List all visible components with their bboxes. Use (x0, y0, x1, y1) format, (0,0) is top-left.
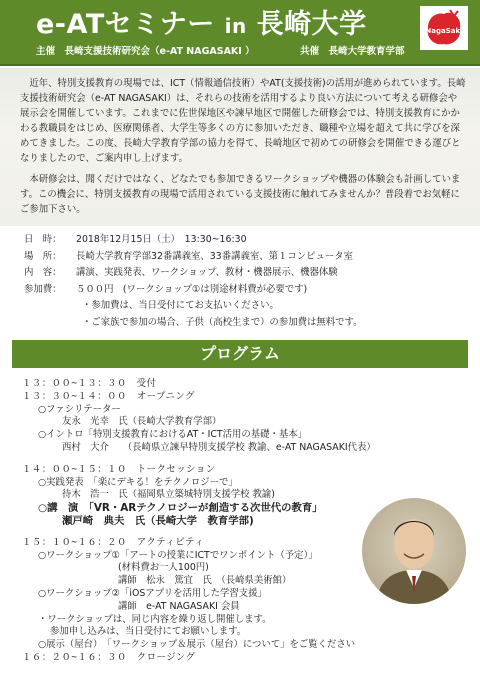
title-main: e-ATセミナー (36, 9, 215, 40)
intro-section (0, 68, 480, 226)
info-date: 日 時： 2018年12月15日（土） 13:30~16:30 (24, 234, 247, 245)
header-banner (0, 0, 480, 66)
fee-note-1: ・参加費は、当日受付にてお支払いください。 (82, 300, 279, 311)
program-heading-banner (12, 340, 468, 368)
program-item: ○講 演 「VR・ARテクノロジーが創造する次世代の教育」 (38, 502, 323, 515)
intro-paragraph-2: 本研修会は、聞くだけではなく、どなたでも参加できるワークショップや機器の体験会も計画しています。この機会に、特別支援教育の現場で活用されている支援技術に触れてみませんか？普段着でお気軽にご参加下さい。 (20, 174, 461, 215)
program-item: 講師 松永 篤宜 氏 （長崎県美術館） (118, 575, 292, 587)
program-item: 瀬戸崎 典夫 氏（長崎大学 教育学部) (62, 514, 254, 527)
program-item: １３：３０~１４：００ オープニング (22, 390, 195, 402)
svg-text:NagaSaki: NagaSaki (425, 27, 463, 35)
program-item: ○実践発表 「楽にデキる！をテクノロジーで」 (38, 476, 238, 488)
title-in: in (224, 14, 247, 38)
program-item: 講師 e-AT NAGASAKI 会員 (118, 600, 240, 612)
info-place: 場 所： 長崎大学教育学部32番講義室、33番講義室、第１コンピュータ室 (24, 250, 353, 262)
program-item: １３：００~１３：３０ 受付 (22, 378, 157, 389)
program-item: 西村 大介 （長崎県立諫早特別支援学校 教諭、e-AT NAGASAKI代表） (62, 441, 376, 453)
program-item: 友永 光幸 氏（長崎大学教育学部） (62, 416, 222, 428)
program-item: ○ワークショップ②「iOSアプリを活用した学習支援」 (38, 587, 267, 599)
program-item: (材料費お一人100円) (118, 562, 209, 574)
person-icon (362, 498, 466, 604)
fee-note-2: ・ご家族で参加の場合、子供（高校生まで）の参加費は無料です。 (82, 316, 363, 328)
program-item: ○展示（屋台） 「ワークショップ＆展示（屋台）について」をご覧ください (38, 639, 356, 651)
program-item: ・ワークショップは、同じ内容を繰り返し開催します。 (38, 613, 272, 625)
program-item: １５：１０~１６：２０ アクティビティ (22, 536, 205, 548)
intro-paragraph-1: 近年、特別支援教育の現場では、ICT（情報通信技術）やAT(支援技術)の活用が進められています。長崎支援技術研究会（e-AT NAGASAKI）は、それらの技術を活用するより良い方法について考える研修会や展示会を開催しています。これまでに佐世保地区や諫早地区で開催した研修会では、特別支援教育にかかわる教職員をはじめ、医療関係者、大学生等多くの方に参加いただき、職種や立場を超えて共に学びを深めてきました。この度、長崎大学教育学部の協力を得て、長崎地区で初めての研修会を開催できる運びとなりましたので、ご案内申し上げます。 (20, 78, 466, 164)
program-item: 待木 浩一 氏（福岡県立築城特別支援学校 教諭) (62, 489, 275, 501)
program-item: ○イントロ「特別支援教育におけるAT・ICT活用の基礎・基本」 (38, 429, 308, 441)
program-item: ○ワークショップ①「アートの授業にICTでワンポイント（予定）」 (38, 549, 318, 561)
title-place: 長崎大学 (256, 9, 367, 40)
organizer-text: 主催 長崎支援技術研究会（e-AT NAGASAKI ） (36, 46, 255, 57)
cosponsor-text: 共催 長崎大学教育学部 (300, 46, 405, 57)
program-heading: プログラム (200, 344, 280, 363)
page-title (36, 2, 367, 41)
info-content: 内 容： 講演、実践発表、ワークショップ、教材・機器展示、機器体験 (24, 267, 338, 278)
program-item: １６：２０~１６：３０ クロージング (22, 651, 196, 663)
info-fee: 参加費： ５００円 (ワークショップ①は別途材料費が必要です) (24, 283, 308, 295)
program-item: １４：００~１５：１０ トークセッション (22, 463, 216, 475)
nagasaki-logo-icon (420, 6, 468, 50)
event-info (24, 232, 464, 331)
program-item: 参加申し込みは、当日受付にてお願いします。 (50, 626, 247, 638)
speaker-photo (362, 498, 466, 604)
program-item: ○ファシリテーター (38, 403, 121, 415)
